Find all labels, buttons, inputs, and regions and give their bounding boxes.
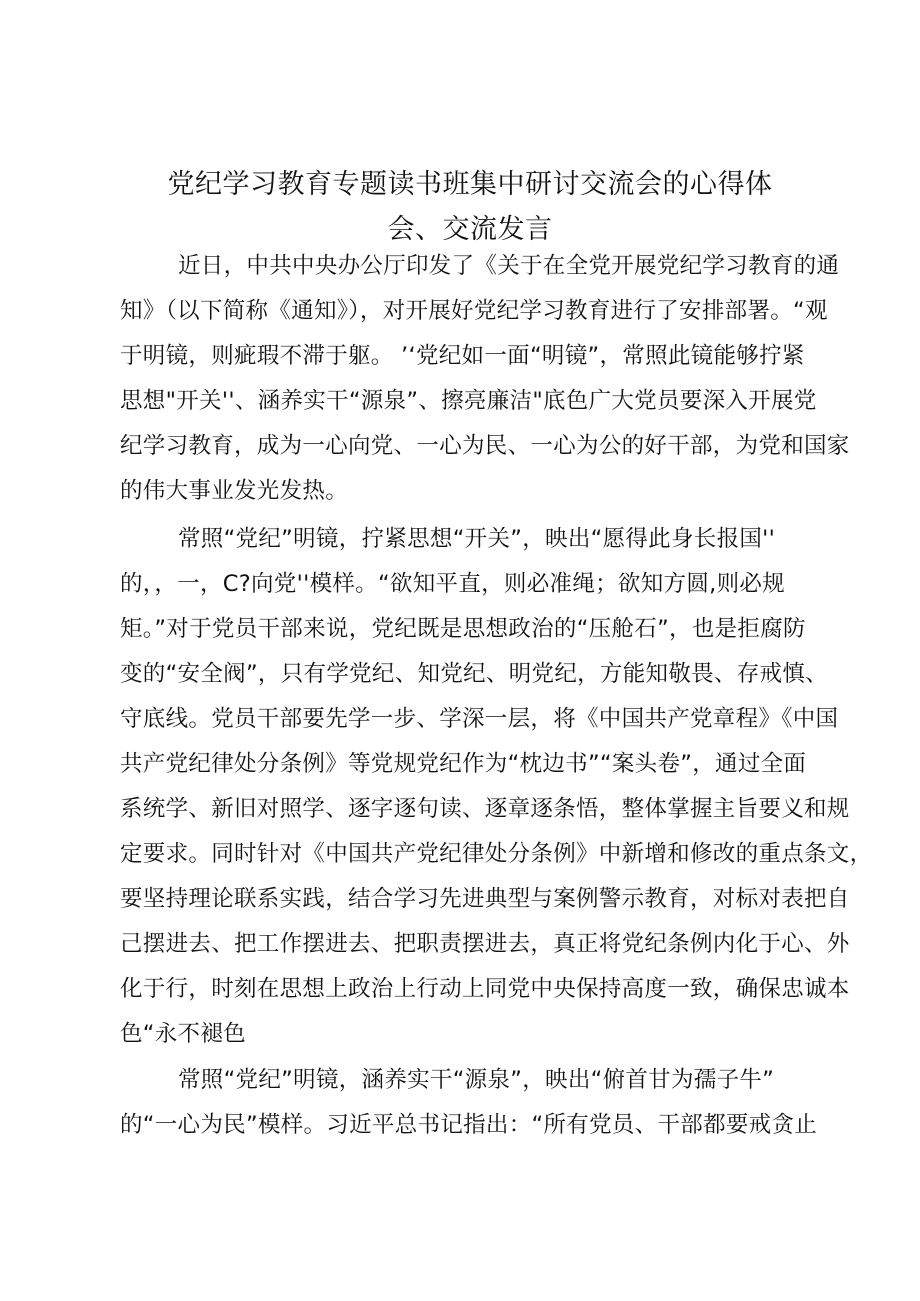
body-line-2: 知》（以下简称《通知》），对开展好党纪学习教育进行了安排部署。“观 (120, 298, 828, 324)
body-line-20: 的“一心为民”模样。习近平总书记指出：“所有党员、干部都要戒贪止 (120, 1112, 818, 1138)
body-line-15: 要坚持理论联系实践，结合学习先进典型与案例警示教育，对标对表把自 (120, 886, 850, 912)
body-line-12: 共产党纪律处分条例》等党规党纪作为“枕边书”“案头卷”，通过全面 (120, 751, 807, 777)
body-line-11: 守底线。党员干部要先学一步、学深一层，将《中国共产党章程》《中国 (120, 706, 839, 732)
document-title-line-2: 会、交流发言 (387, 214, 553, 245)
body-line-17: 化于行，时刻在思想上政治上行动上同党中央保持高度一致，确保忠诚本 (120, 976, 850, 1002)
body-line-8: 的，，一，C?向党''模样。“欲知平直，则必准绳；欲知方圆,则必规 (120, 571, 785, 597)
body-line-4: 思想"开关''、涵养实干“源泉”、擦亮廉洁"底色广大党员要深入开展党 (120, 388, 817, 414)
body-line-3: 于明镜，则疵瑕不滞于躯。 ’‘党纪如一面“明镜”，常照此镜能够拧紧 (120, 343, 805, 369)
body-line-19: 常照“党纪”明镜，涵养实干“源泉”，映出“俯首甘为孺子牛” (178, 1067, 775, 1093)
body-line-6: 的伟大事业发光发热。 (120, 478, 349, 504)
body-line-18: 色“永不褪色 (120, 1021, 246, 1047)
body-line-16: 己摆进去、把工作摆进去、把职责摆进去，真正将党纪条例内化于心、外 (120, 931, 850, 957)
body-line-10: 变的“安全阀”，只有学党纪、知党纪、明党纪，方能知敬畏、存戒慎、 (120, 661, 828, 687)
body-line-1: 近日，中共中央办公厅印发了《关于在全党开展党纪学习教育的通 (178, 253, 840, 279)
body-line-14: 定要求。同时针对《中国共产党纪律处分条例》中新增和修改的重点条文， (120, 841, 873, 867)
body-line-7: 常照“党纪”明镜，拧紧思想“开关”，映出“愿得此身长报国'' (178, 526, 776, 552)
document-title-line-1: 党纪学习教育专题读书班集中研讨交流会的心得体 (167, 169, 773, 200)
body-line-13: 系统学、新旧对照学、逐字逐句读、逐章逐条悟，整体掌握主旨要义和规 (120, 796, 850, 822)
body-line-5: 纪学习教育，成为一心向党、一心为民、一心为公的好干部，为党和国家 (120, 433, 850, 459)
body-line-9: 矩。”对于党员干部来说，党纪既是思想政治的“压舱石”，也是拒腐防 (120, 616, 806, 642)
